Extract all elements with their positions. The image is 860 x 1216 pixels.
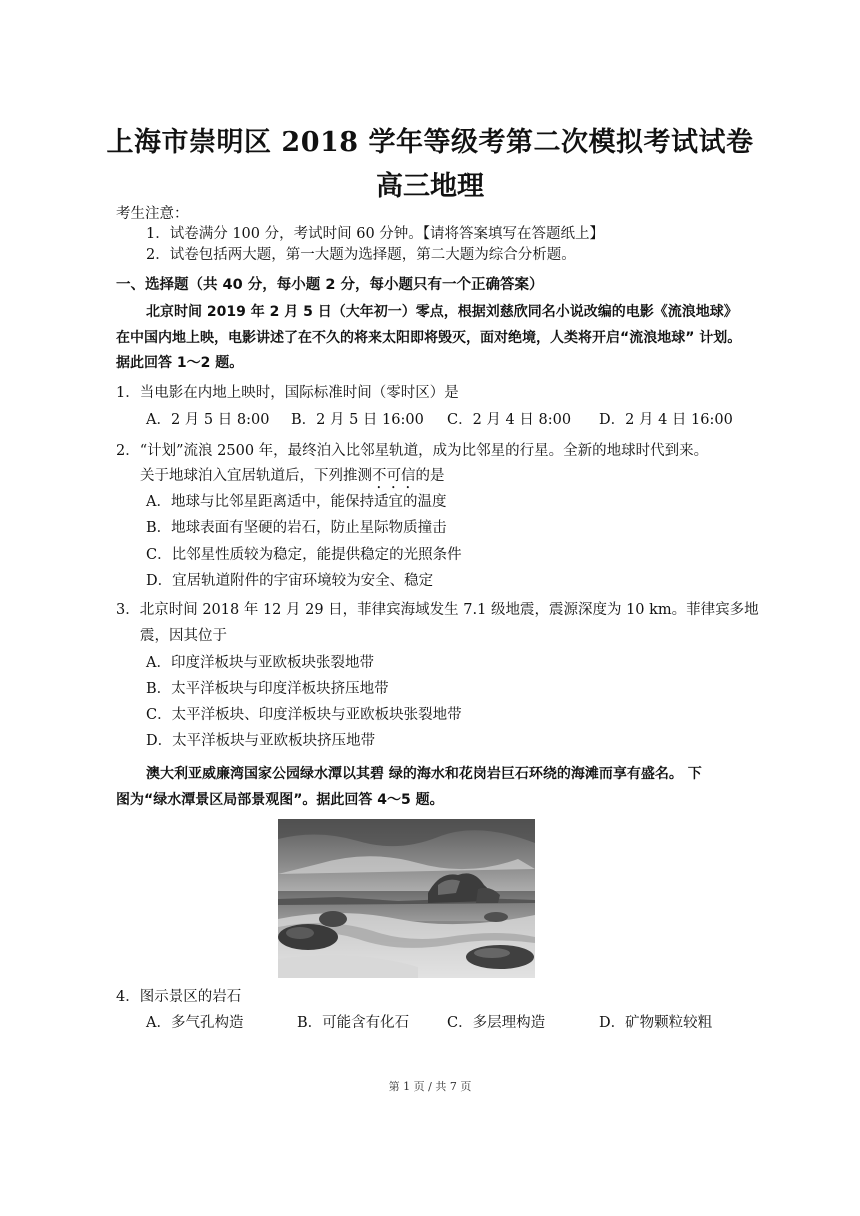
q2-option-b: B．地球表面有坚硬的岩石，防止星际物质撞击 — [146, 520, 447, 536]
q1-option-b: B．2 月 5 日 16:00 — [291, 412, 424, 428]
q2-stem-pre: 关于地球泊入宜居轨道后，下列推测 — [140, 468, 372, 484]
q4-option-c: C．多层理构造 — [447, 1015, 546, 1031]
q2-stem-emphasis: 不可信 — [372, 468, 416, 484]
q1-option-d: D．2 月 4 日 16:00 — [599, 412, 733, 428]
page-number: 第 1 页 / 共 7 页 — [388, 1080, 472, 1093]
section-heading: 一、选择题（共 40 分，每小题 2 分，每小题只有一个正确答案） — [116, 277, 544, 293]
q2-stem-line2 — [140, 464, 445, 492]
q3-option-b: B．太平洋板块与印度洋板块挤压地带 — [146, 681, 389, 697]
q1-stem: 1．当电影在内地上映时，国际标准时间（零时区）是 — [116, 385, 459, 401]
q4-stem: 4．图示景区的岩石 — [116, 989, 242, 1005]
q3-option-d: D．太平洋板块与亚欧板块挤压地带 — [146, 733, 376, 749]
exam-title: 上海市崇明区 2018 学年等级考第二次模拟考试试卷 — [106, 127, 754, 158]
q1-option-c: C．2 月 4 日 8:00 — [447, 412, 572, 428]
q3-stem-line1: 3．北京时间 2018 年 12 月 29 日，菲律宾海域发生 7.1 级地震，震源深度为 10 km。菲律宾多地 — [116, 602, 759, 618]
q3-option-a: A．印度洋板块与亚欧板块张裂地带 — [146, 655, 374, 671]
exam-subtitle: 高三地理 — [376, 171, 484, 202]
passage2-line1: 澳大利亚威廉湾国家公园绿水潭以其碧 绿的海水和花岗岩巨石环绕的海滩而享有盛名。 下 — [146, 766, 702, 782]
passage1-line3: 据此回答 1～2 题。 — [116, 355, 244, 371]
notice-item-1: 1．试卷满分 100 分，考试时间 60 分钟。【请将答案填写在答题纸上】 — [146, 226, 605, 242]
q2-stem-post: 的是 — [415, 468, 445, 484]
q4-option-a: A．多气孔构造 — [146, 1015, 244, 1031]
beach-rocks-photo — [278, 819, 535, 978]
passage1-line1: 北京时间 2019 年 2 月 5 日（大年初一）零点，根据刘慈欣同名小说改编的电影《流浪地球》 — [146, 304, 738, 320]
q4-option-b: B．可能含有化石 — [297, 1015, 410, 1031]
q2-stem-line1: 2．“计划”流浪 2500 年，最终泊入比邻星轨道，成为比邻星的行星。全新的地球时代到来。 — [116, 443, 709, 459]
q1-option-a: A．2 月 5 日 8:00 — [146, 412, 270, 428]
q3-stem-line2: 震，因其位于 — [140, 628, 227, 644]
passage2-line2: 图为“绿水潭景区局部景观图”。据此回答 4～5 题。 — [116, 792, 444, 808]
q3-option-c: C．太平洋板块、印度洋板块与亚欧板块张裂地带 — [146, 707, 462, 723]
q2-option-d: D．宜居轨道附件的宇宙环境较为安全、稳定 — [146, 573, 434, 589]
q4-option-d: D．矿物颗粒较粗 — [599, 1015, 713, 1031]
q2-option-c: C．比邻星性质较为稳定，能提供稳定的光照条件 — [146, 547, 462, 563]
notice-item-2: 2．试卷包括两大题，第一大题为选择题，第二大题为综合分析题。 — [146, 247, 576, 263]
passage1-line2: 在中国内地上映，电影讲述了在不久的将来太阳即将毁灭，面对绝境，人类将开启“流浪地球” 计划。 — [116, 330, 742, 346]
notice-heading: 考生注意： — [116, 206, 189, 222]
q2-option-a: A．地球与比邻星距离适中，能保持适宜的温度 — [146, 494, 447, 510]
